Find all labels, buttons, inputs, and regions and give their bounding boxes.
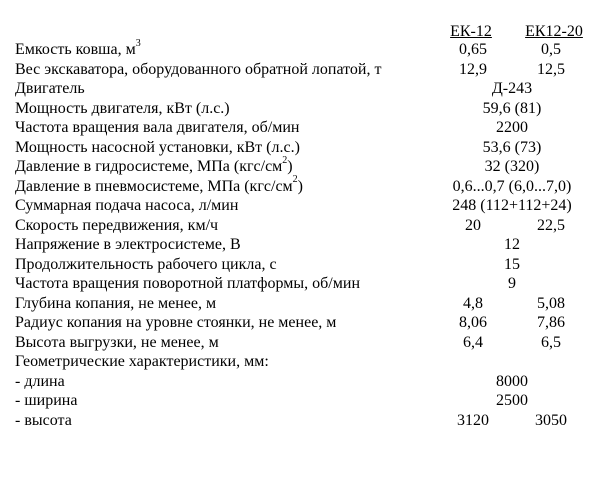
spec-value-ek12: 0,65 bbox=[459, 41, 487, 58]
spec-label-superscript: 3 bbox=[135, 37, 141, 49]
spec-label-text: - длина bbox=[15, 372, 65, 390]
spec-value-ek12-20: 6,5 bbox=[541, 333, 561, 351]
spec-value-ek12-20: 22,5 bbox=[537, 216, 565, 234]
spec-row bbox=[0, 118, 600, 137]
column-header-row bbox=[0, 22, 600, 41]
spec-label-text: Высота выгрузки, не менее, м bbox=[15, 333, 219, 351]
spec-label-text: Продолжительность рабочего цикла, с bbox=[15, 255, 277, 273]
spec-label-text: Суммарная подача насоса, л/мин bbox=[15, 197, 239, 214]
spec-row bbox=[0, 138, 600, 157]
spec-label-text: Радиус копания на уровне стоянки, не менее, м bbox=[15, 314, 337, 331]
spec-row bbox=[0, 154, 600, 176]
spec-value-shared: 9 bbox=[508, 275, 516, 292]
spec-row bbox=[0, 37, 600, 59]
spec-label bbox=[15, 79, 85, 98]
spec-row bbox=[0, 79, 600, 98]
spec-value-ek12: 3120 bbox=[457, 411, 489, 429]
spec-label-text: Емкость ковша, м bbox=[15, 41, 136, 58]
spec-value-shared: 53,6 (73) bbox=[482, 138, 542, 156]
spec-label bbox=[15, 154, 293, 176]
spec-label bbox=[15, 313, 336, 332]
spec-value-ek12: 20 bbox=[465, 216, 481, 234]
spec-value-ek12-20: 12,5 bbox=[537, 60, 565, 78]
spec-value-shared: 248 (112+112+24) bbox=[452, 197, 572, 214]
spec-label-text: - ширина bbox=[15, 392, 78, 409]
spec-label-text: Глубина копания, не менее, м bbox=[15, 294, 217, 312]
spec-value-ek12-20: 7,86 bbox=[537, 314, 565, 331]
spec-label-text: Напряжение в электросистеме, В bbox=[15, 236, 241, 253]
spec-row bbox=[0, 174, 600, 196]
spec-label bbox=[15, 411, 72, 430]
spec-row bbox=[0, 372, 600, 391]
spec-row bbox=[0, 60, 600, 79]
spec-label bbox=[15, 118, 299, 137]
spec-label-text: Двигатель bbox=[15, 80, 85, 97]
spec-value-ek12: 4,8 bbox=[463, 294, 483, 312]
spec-row bbox=[0, 99, 600, 118]
spec-value-shared: 8000 bbox=[496, 372, 528, 390]
spec-label-text: Скорость передвижения, км/ч bbox=[15, 216, 219, 234]
spec-label bbox=[15, 138, 300, 157]
spec-label bbox=[15, 216, 218, 235]
spec-label-suffix: ) bbox=[297, 177, 303, 195]
spec-value-ek12-20: 0,5 bbox=[541, 41, 561, 58]
spec-label-text: - высота bbox=[15, 411, 72, 429]
spec-label bbox=[15, 333, 219, 352]
spec-value-ek12: 6,4 bbox=[463, 333, 483, 351]
spec-value-ek12: 8,06 bbox=[459, 314, 487, 331]
spec-row bbox=[0, 391, 600, 410]
spec-label bbox=[15, 99, 230, 118]
spec-value-shared: 32 (320) bbox=[484, 158, 540, 175]
spec-label bbox=[15, 196, 238, 215]
column-header-ek12: ЕК-12 bbox=[450, 23, 492, 40]
spec-label bbox=[15, 235, 241, 254]
spec-value-shared: 15 bbox=[504, 255, 520, 273]
spec-row bbox=[0, 235, 600, 254]
spec-value-shared: Д-243 bbox=[491, 80, 533, 97]
spec-label bbox=[15, 255, 277, 274]
spec-label bbox=[15, 174, 303, 196]
spec-value-shared: 2500 bbox=[496, 392, 528, 409]
spec-row bbox=[0, 196, 600, 215]
spec-label bbox=[15, 391, 77, 410]
spec-label bbox=[15, 372, 65, 391]
spec-label-suffix: ) bbox=[287, 158, 293, 175]
spec-label-text: Мощность насосной установки, кВт (л.с.) bbox=[15, 138, 300, 156]
spec-label bbox=[15, 274, 360, 293]
spec-label-text: Геометрические характеристики, мм: bbox=[15, 353, 269, 370]
spec-label-text: Частота вращения поворотной платформы, об/мин bbox=[15, 275, 360, 292]
spec-row bbox=[0, 216, 600, 235]
spec-value-shared: 2200 bbox=[496, 119, 528, 136]
spec-value-shared: 0,6...0,7 (6,0...7,0) bbox=[452, 177, 572, 195]
spec-label bbox=[15, 60, 381, 79]
spec-row bbox=[0, 294, 600, 313]
spec-row bbox=[0, 274, 600, 293]
spec-label-text: Давление в гидросистеме, МПа (кгс/см bbox=[15, 158, 283, 175]
spec-value-shared: 59,6 (81) bbox=[482, 99, 542, 117]
spec-value-ek12: 12,9 bbox=[459, 60, 487, 78]
spec-row bbox=[0, 411, 600, 430]
spec-row bbox=[0, 352, 600, 371]
spec-label bbox=[15, 294, 216, 313]
column-header-ek12-20: ЕК12-20 bbox=[525, 23, 583, 40]
spec-label-text: Вес экскаватора, оборудованного обратной лопатой, т bbox=[15, 60, 382, 78]
spec-label bbox=[15, 352, 269, 371]
spec-label-superscript: 2 bbox=[292, 174, 298, 186]
spec-label-text: Мощность двигателя, кВт (л.с.) bbox=[15, 99, 230, 117]
spec-value-shared: 12 bbox=[504, 236, 520, 253]
spec-row bbox=[0, 333, 600, 352]
spec-label bbox=[15, 37, 141, 59]
spec-value-ek12-20: 5,08 bbox=[537, 294, 565, 312]
spec-row bbox=[0, 313, 600, 332]
spec-row bbox=[0, 255, 600, 274]
spec-label-text: Давление в пневмосистеме, МПа (кгс/см bbox=[15, 177, 293, 195]
spec-label-superscript: 2 bbox=[282, 154, 288, 166]
spec-label-text: Частота вращения вала двигателя, об/мин bbox=[15, 119, 300, 136]
spec-value-ek12-20: 3050 bbox=[535, 411, 567, 429]
